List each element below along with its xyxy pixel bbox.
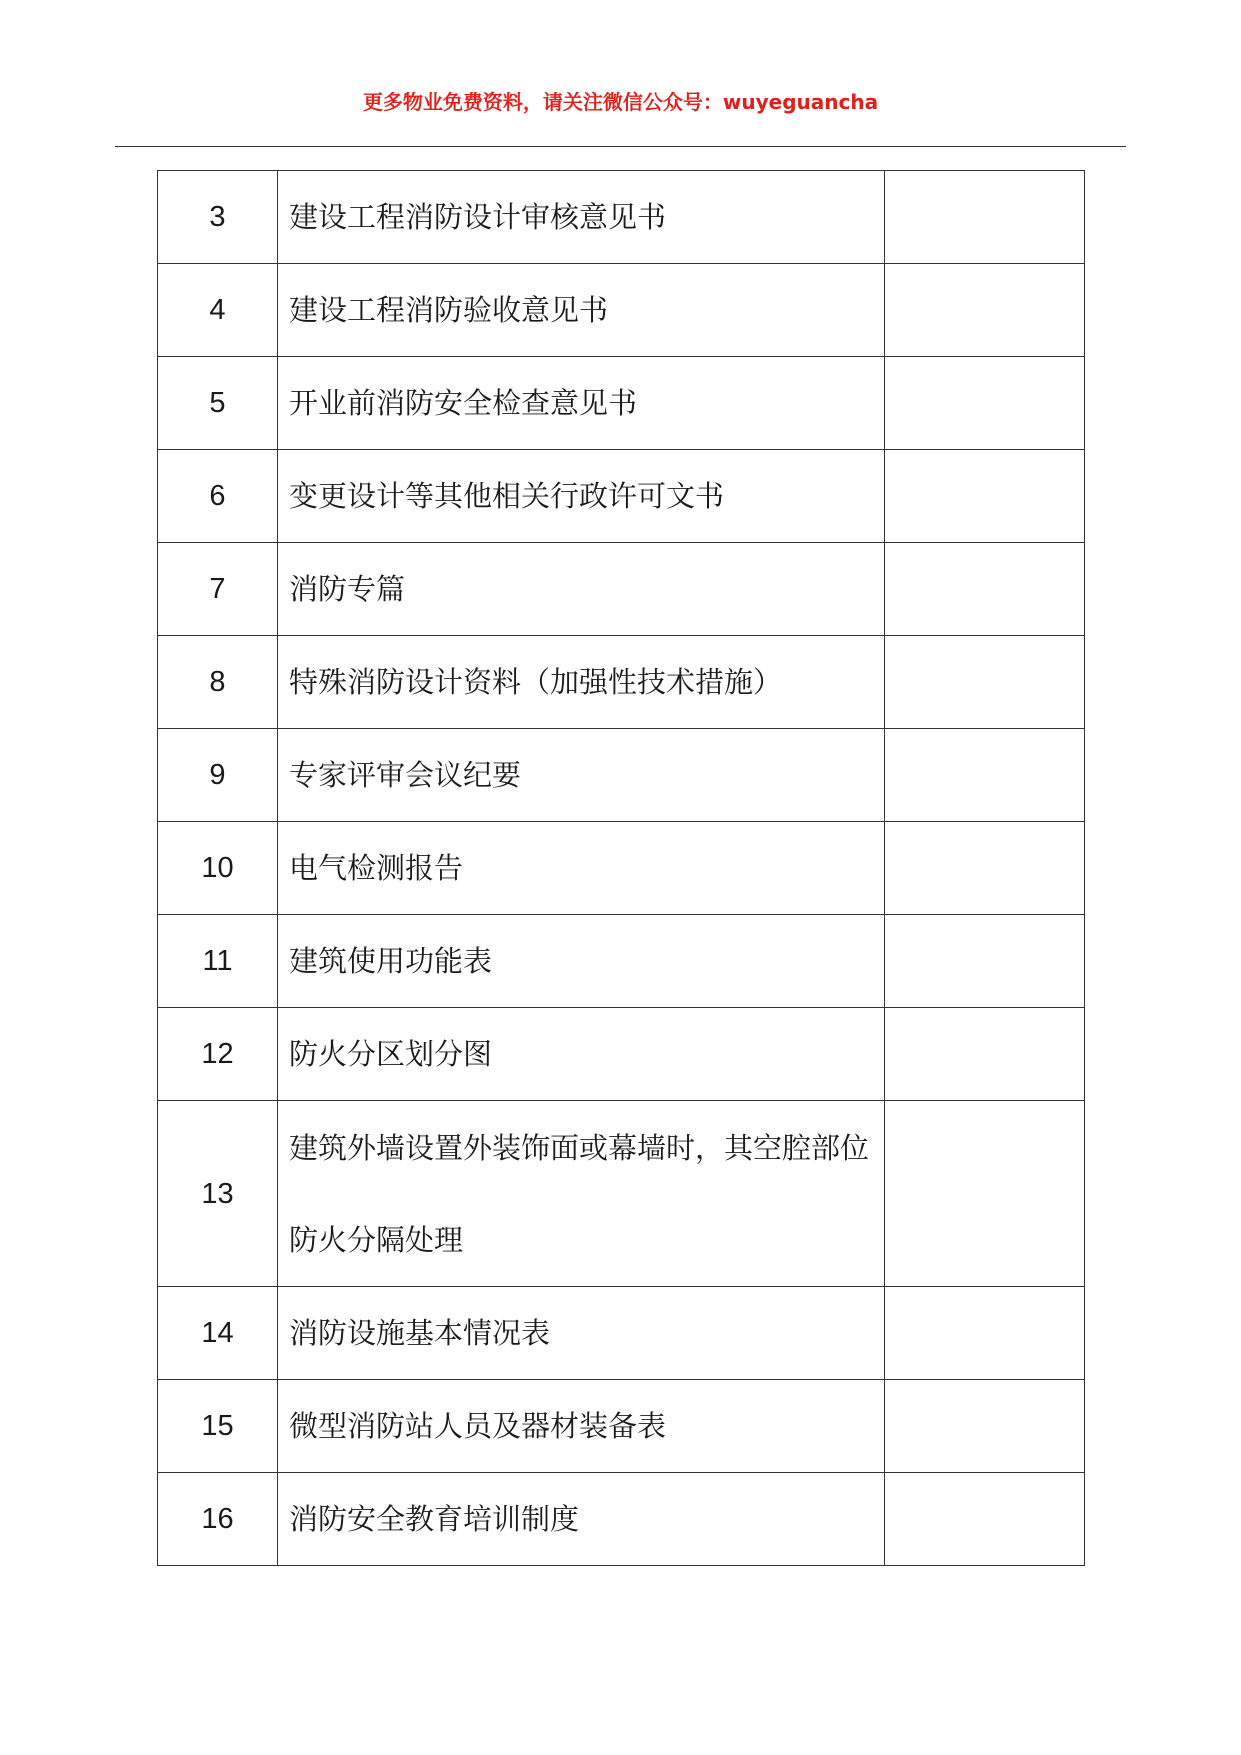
row-document-name: 特殊消防设计资料（加强性技术措施） [278,636,885,729]
table-row [158,1008,1085,1101]
row-document-name: 建筑使用功能表 [278,915,885,1008]
table-row [158,729,1085,822]
row-blank-cell [885,1101,1085,1287]
row-number: 12 [158,1008,278,1101]
row-document-name: 防火分区划分图 [278,1008,885,1101]
row-number: 13 [158,1101,278,1287]
row-number: 11 [158,915,278,1008]
row-blank-cell [885,1380,1085,1473]
table-row [158,357,1085,450]
row-blank-cell [885,1287,1085,1380]
table-row [158,1101,1085,1287]
row-number: 10 [158,822,278,915]
row-document-name: 电气检测报告 [278,822,885,915]
row-number: 15 [158,1380,278,1473]
row-blank-cell [885,822,1085,915]
table-row [158,822,1085,915]
row-number: 8 [158,636,278,729]
row-number: 7 [158,543,278,636]
row-blank-cell [885,1473,1085,1566]
row-number: 6 [158,450,278,543]
row-blank-cell [885,636,1085,729]
header-divider [115,146,1126,147]
row-number: 14 [158,1287,278,1380]
row-document-name: 微型消防站人员及器材装备表 [278,1380,885,1473]
row-document-name: 建设工程消防验收意见书 [278,264,885,357]
row-document-name: 消防专篇 [278,543,885,636]
row-blank-cell [885,915,1085,1008]
row-number: 16 [158,1473,278,1566]
row-blank-cell [885,171,1085,264]
row-number: 5 [158,357,278,450]
row-blank-cell [885,729,1085,822]
row-number: 3 [158,171,278,264]
row-blank-cell [885,543,1085,636]
row-document-name: 开业前消防安全检查意见书 [278,357,885,450]
table-row [158,1473,1085,1566]
header-notice: 更多物业免费资料，请关注微信公众号：wuyeguancha [362,90,879,114]
table-row [158,915,1085,1008]
document-checklist-table [157,170,1085,1566]
row-blank-cell [885,450,1085,543]
row-blank-cell [885,264,1085,357]
table-row [158,543,1085,636]
table-row [158,171,1085,264]
row-blank-cell [885,1008,1085,1101]
row-blank-cell [885,357,1085,450]
row-number: 9 [158,729,278,822]
row-document-name: 变更设计等其他相关行政许可文书 [278,450,885,543]
row-document-name: 消防设施基本情况表 [278,1287,885,1380]
table-row [158,1287,1085,1380]
table-row [158,636,1085,729]
table-row [158,264,1085,357]
row-document-name: 专家评审会议纪要 [278,729,885,822]
row-document-name: 消防安全教育培训制度 [278,1473,885,1566]
row-document-name: 建筑外墙设置外装饰面或幕墙时，其空腔部位防火分隔处理 [278,1101,885,1287]
table-row [158,450,1085,543]
table-row [158,1380,1085,1473]
row-number: 4 [158,264,278,357]
row-document-name: 建设工程消防设计审核意见书 [278,171,885,264]
